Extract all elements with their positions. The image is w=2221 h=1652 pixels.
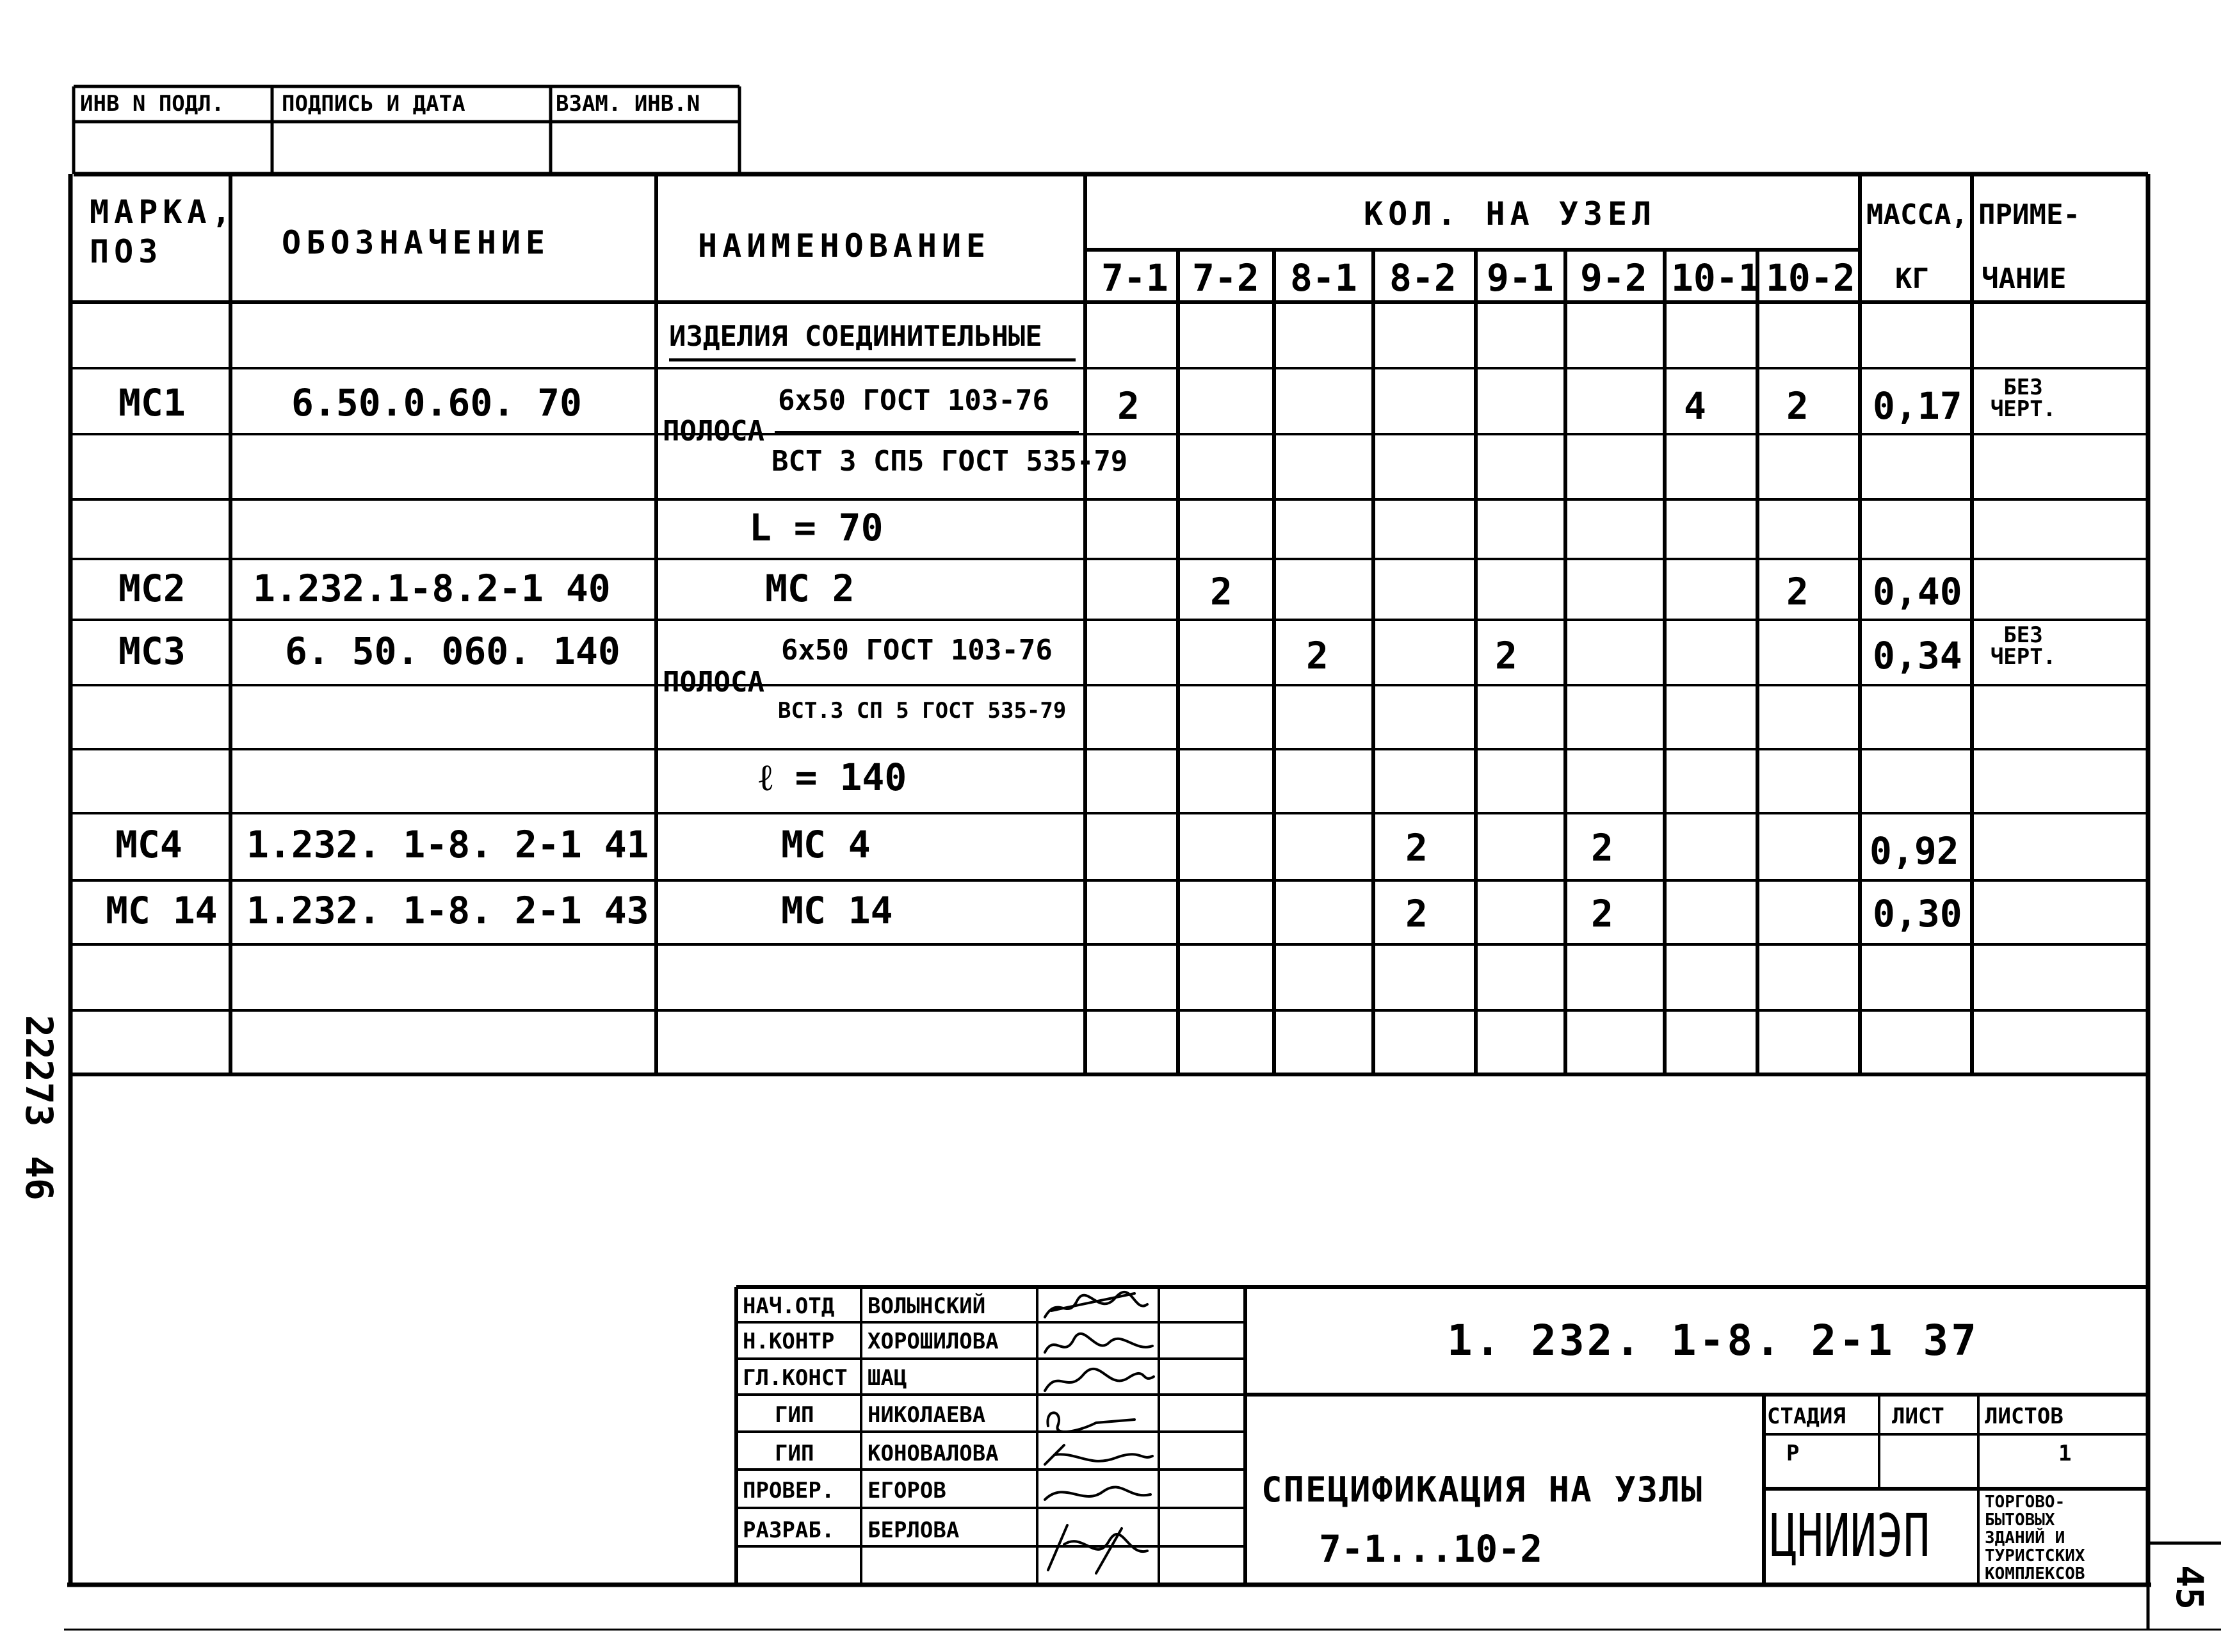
row-mc4-mark: МС4 bbox=[115, 823, 182, 866]
page-number: 45 bbox=[2167, 1565, 2211, 1610]
role: НАЧ.ОТД bbox=[743, 1293, 835, 1319]
row-mc3-length: ℓ = 140 bbox=[759, 756, 907, 799]
org-name: ЦНИИЭП bbox=[1770, 1502, 1930, 1570]
row-mc4-mass: 0,92 bbox=[1870, 829, 1959, 873]
row-mc1-mark: МС1 bbox=[118, 381, 186, 425]
sheets-value: 1 bbox=[2058, 1441, 2072, 1466]
doc-code: 1. 232. 1-8. 2-1 37 bbox=[1447, 1316, 1979, 1365]
row-mc2-qty-10-2: 2 bbox=[1786, 570, 1809, 613]
row-mc2-qty-7-2: 2 bbox=[1210, 570, 1232, 613]
row-mc1-note: БЕЗ ЧЕРТ. bbox=[1990, 375, 2056, 422]
role: ГИП bbox=[775, 1402, 814, 1428]
row-mc3-note: БЕЗ ЧЕРТ. bbox=[1990, 622, 2056, 670]
row-mc1-designation: 6.50.0.60. 70 bbox=[291, 381, 582, 425]
col-qty-header: КОЛ. НА УЗЕЛ bbox=[1364, 195, 1657, 232]
row-mc2-mass: 0,40 bbox=[1873, 570, 1962, 613]
col-name-header: НАИМЕНОВАНИЕ bbox=[698, 227, 991, 264]
stage-value: Р bbox=[1786, 1441, 1800, 1466]
row-mc3-name-bottom: ВСТ.3 СП 5 ГОСТ 535-79 bbox=[778, 698, 1067, 724]
person-name: КОНОВАЛОВА bbox=[868, 1441, 999, 1466]
row-mc14-mass: 0,30 bbox=[1873, 892, 1962, 935]
node-header: 10-1 bbox=[1671, 256, 1761, 300]
org-sub-line: КОМПЛЕКСОВ bbox=[1985, 1564, 2085, 1583]
col-note-header-2: ЧАНИЕ bbox=[1982, 263, 2067, 295]
org-sub-line: ТУРИСТСКИХ bbox=[1985, 1546, 2085, 1566]
row-mc3-name-top: 6х50 ГОСТ 103-76 bbox=[781, 634, 1053, 667]
side-stamp bbox=[16, 1015, 61, 1207]
node-header: 9-2 bbox=[1580, 256, 1647, 300]
node-header: 7-2 bbox=[1192, 256, 1259, 300]
row-mc3-designation: 6. 50. 060. 140 bbox=[285, 629, 620, 673]
role: Н.КОНТР bbox=[743, 1329, 835, 1354]
node-header: 7-1 bbox=[1101, 256, 1168, 300]
sheet-label: ЛИСТ bbox=[1892, 1404, 1944, 1429]
org-subtitle bbox=[1985, 1493, 2148, 1583]
doc-title-line2: 7-1...10-2 bbox=[1319, 1527, 1543, 1571]
stage-label: СТАДИЯ bbox=[1767, 1404, 1846, 1429]
col-note-header: ПРИМЕ- bbox=[1978, 198, 2080, 231]
row-mc14-qty-9-2: 2 bbox=[1591, 892, 1613, 935]
row-mc4-qty-8-2: 2 bbox=[1405, 826, 1428, 870]
row-mc3-qty-8-1: 2 bbox=[1306, 634, 1329, 677]
row-mc1-qty-10-2: 2 bbox=[1786, 384, 1809, 428]
node-header: 10-2 bbox=[1766, 256, 1855, 300]
row-mc14-name: МС 14 bbox=[781, 889, 893, 932]
row-mc14-qty-8-2: 2 bbox=[1405, 892, 1428, 935]
row-mc1-qty-10-1: 4 bbox=[1684, 384, 1706, 428]
page-number-box bbox=[2154, 1553, 2218, 1623]
col-mark-header: МАРКА, ПОЗ bbox=[90, 193, 236, 270]
doc-title-line1: СПЕЦИФИКАЦИЯ НА УЗЛЫ bbox=[1261, 1470, 1704, 1510]
row-mc4-name: МС 4 bbox=[781, 823, 871, 866]
section-title: ИЗДЕЛИЯ СОЕДИНИТЕЛЬНЫЕ bbox=[669, 320, 1042, 353]
org-sub-line: БЫТОВЫХ bbox=[1985, 1510, 2055, 1530]
person-name: ЕГОРОВ bbox=[868, 1478, 946, 1503]
role: РАЗРАБ. bbox=[743, 1518, 835, 1543]
node-header: 8-2 bbox=[1389, 256, 1457, 300]
row-mc2-name: МС 2 bbox=[765, 567, 855, 610]
col-designation-header: ОБОЗНАЧЕНИЕ bbox=[282, 224, 551, 261]
row-mc3-mark: МС3 bbox=[118, 629, 186, 673]
row-mc3-qty-9-1: 2 bbox=[1495, 634, 1517, 677]
node-header: 8-1 bbox=[1290, 256, 1357, 300]
row-mc1-prefix: ПОЛОСА bbox=[663, 415, 764, 448]
row-mc3-prefix: ПОЛОСА bbox=[663, 666, 764, 699]
row-mc1-length: L = 70 bbox=[749, 506, 884, 549]
row-mc4-qty-9-2: 2 bbox=[1591, 826, 1613, 870]
row-mc2-designation: 1.232.1-8.2-1 40 bbox=[253, 567, 611, 610]
person-name: ХОРОШИЛОВА bbox=[868, 1329, 999, 1354]
col-mass-header: МАССА, bbox=[1866, 198, 1968, 231]
row-mc1-qty-7-1: 2 bbox=[1117, 384, 1140, 428]
side-stamp-sheet: 46 bbox=[17, 1156, 61, 1201]
org-sub-line: ТОРГОВО- bbox=[1985, 1493, 2065, 1512]
role: ГИП bbox=[775, 1441, 814, 1466]
sign-date-label: ПОДПИСЬ И ДАТА bbox=[282, 91, 465, 117]
person-name: ШАЦ bbox=[868, 1365, 907, 1391]
vzam-label: ВЗАМ. ИНВ.N bbox=[556, 91, 700, 117]
person-name: ВОЛЫНСКИЙ bbox=[868, 1293, 986, 1319]
row-mc14-mark: МС 14 bbox=[106, 889, 218, 932]
col-mass-unit: КГ bbox=[1895, 263, 1929, 295]
row-mc2-mark: МС2 bbox=[118, 567, 186, 610]
sheets-label: ЛИСТОВ bbox=[1985, 1404, 2064, 1429]
row-mc14-designation: 1.232. 1-8. 2-1 43 bbox=[246, 889, 649, 932]
signatures bbox=[1038, 1288, 1159, 1584]
role: ГЛ.КОНСТ bbox=[743, 1365, 848, 1391]
row-mc1-name-bottom: ВСТ 3 СП5 ГОСТ 535-79 bbox=[771, 445, 1128, 478]
person-name: БЕРЛОВА bbox=[868, 1518, 960, 1543]
side-stamp-number: 22273 bbox=[17, 1015, 61, 1127]
person-name: НИКОЛАЕВА bbox=[868, 1402, 986, 1428]
role: ПРОВЕР. bbox=[743, 1478, 835, 1503]
inv-no-label: ИНВ N ПОДЛ. bbox=[80, 91, 225, 117]
row-mc1-name-top: 6х50 ГОСТ 103-76 bbox=[778, 384, 1049, 417]
org-sub-line: ЗДАНИЙ И bbox=[1985, 1528, 2065, 1548]
row-mc3-mass: 0,34 bbox=[1873, 634, 1962, 677]
node-header: 9-1 bbox=[1487, 256, 1554, 300]
row-mc1-mass: 0,17 bbox=[1873, 384, 1962, 428]
row-mc4-designation: 1.232. 1-8. 2-1 41 bbox=[246, 823, 649, 866]
